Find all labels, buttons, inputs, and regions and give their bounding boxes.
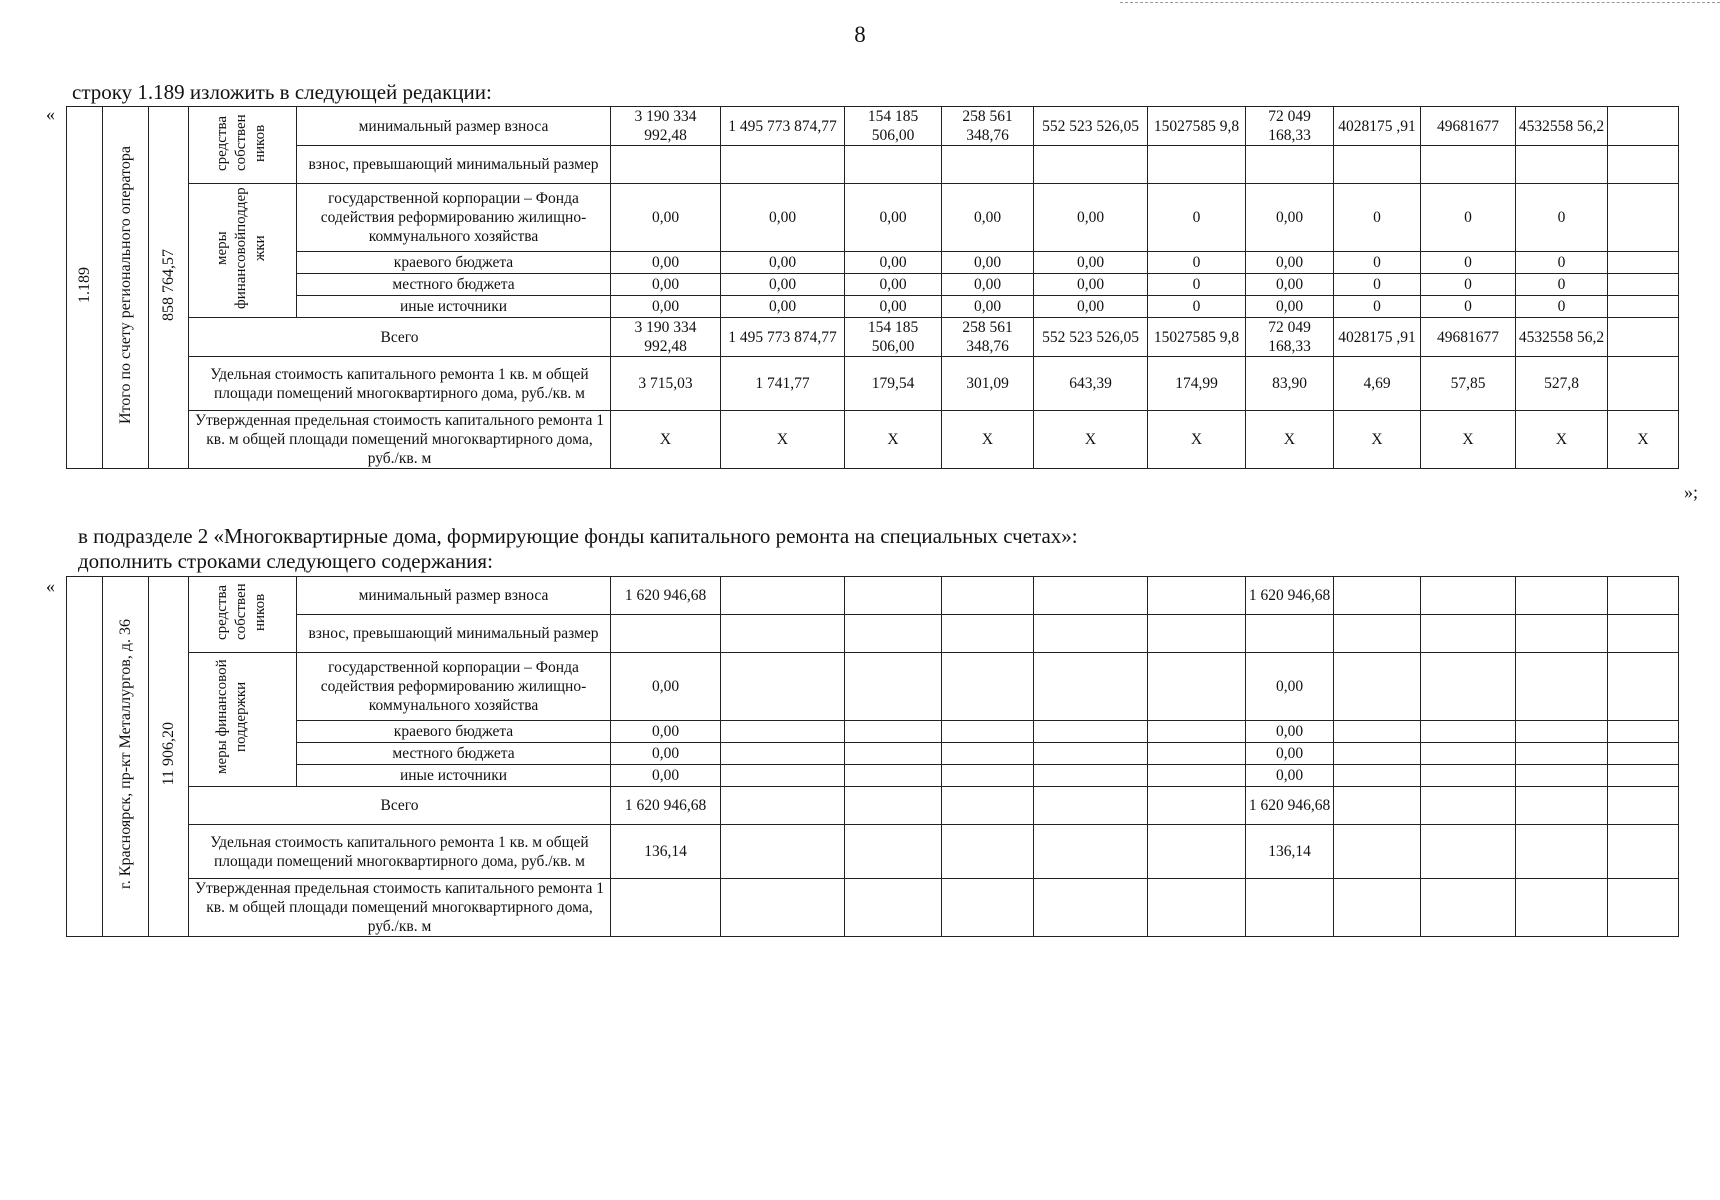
top-dashed-line xyxy=(1120,2,1720,3)
value-cell xyxy=(845,146,942,184)
row-label-regional: краевого бюджета xyxy=(297,721,611,743)
value-cell xyxy=(721,825,845,879)
value-cell xyxy=(1148,653,1246,721)
value-cell xyxy=(942,743,1034,765)
own-funds-group-cell xyxy=(189,577,297,653)
value-cell xyxy=(1608,787,1679,825)
value-cell: 0,00 xyxy=(611,296,721,318)
row-label-local: местного бюджета xyxy=(297,743,611,765)
value-cell: 0,00 xyxy=(611,252,721,274)
value-cell xyxy=(721,721,845,743)
value-cell xyxy=(1608,357,1679,411)
value-cell xyxy=(1148,743,1246,765)
value-cell: 0 xyxy=(1516,252,1608,274)
row-label-fund: государственной корпорации – Фонда содействия реформированию жилищно-коммунального хозяйства xyxy=(297,184,611,252)
value-cell xyxy=(1608,615,1679,653)
table-row xyxy=(67,357,1679,411)
value-cell xyxy=(942,653,1034,721)
own-funds-group-cell-text: средства собствен ников xyxy=(213,114,268,171)
value-cell xyxy=(721,146,845,184)
table-row xyxy=(67,825,1679,879)
value-cell xyxy=(1334,653,1421,721)
value-cell xyxy=(1421,721,1516,743)
value-cell xyxy=(1421,879,1516,937)
value-cell xyxy=(1034,879,1148,937)
value-cell: 0 xyxy=(1334,252,1421,274)
value-cell: Х xyxy=(1608,411,1679,469)
value-cell xyxy=(942,615,1034,653)
value-cell xyxy=(1421,765,1516,787)
value-cell: 15027585 9,8 xyxy=(1148,107,1246,146)
value-cell xyxy=(1148,825,1246,879)
row-label-total: Всего xyxy=(189,787,611,825)
row-label-other: иные источники xyxy=(297,765,611,787)
value-cell: 1 741,77 xyxy=(721,357,845,411)
value-cell: 0 xyxy=(1148,184,1246,252)
value-cell xyxy=(1516,743,1608,765)
value-cell xyxy=(1608,577,1679,615)
value-cell xyxy=(1608,296,1679,318)
table-row xyxy=(67,274,1679,296)
value-cell: 57,85 xyxy=(1421,357,1516,411)
own-funds-group-cell-text: средства собствен ников xyxy=(213,583,268,641)
value-cell xyxy=(1034,787,1148,825)
close-quote: »; xyxy=(1684,482,1699,502)
value-cell xyxy=(1608,765,1679,787)
value-cell: 0,00 xyxy=(942,296,1034,318)
value-cell xyxy=(1246,615,1334,653)
value-cell: 0,00 xyxy=(1246,184,1334,252)
table-row xyxy=(67,318,1679,357)
value-cell: 179,54 xyxy=(845,357,942,411)
value-cell: 0,00 xyxy=(1246,274,1334,296)
page-number: 8 xyxy=(854,22,866,47)
value-cell: 0,00 xyxy=(611,765,721,787)
value-cell xyxy=(845,879,942,937)
value-cell: 0,00 xyxy=(1246,296,1334,318)
row-label-other: иные источники xyxy=(297,296,611,318)
value-cell xyxy=(1608,184,1679,252)
value-cell xyxy=(845,743,942,765)
row-number-cell xyxy=(67,107,103,469)
value-cell xyxy=(942,879,1034,937)
value-cell xyxy=(1148,577,1246,615)
area-cell xyxy=(149,107,189,469)
table-row xyxy=(67,184,1679,252)
value-cell xyxy=(1334,765,1421,787)
value-cell: 4,69 xyxy=(1334,357,1421,411)
table-row xyxy=(67,743,1679,765)
value-cell: 258 561 348,76 xyxy=(942,107,1034,146)
value-cell xyxy=(845,577,942,615)
value-cell: 0,00 xyxy=(1034,274,1148,296)
value-cell xyxy=(942,577,1034,615)
value-cell: 0,00 xyxy=(611,721,721,743)
area-cell xyxy=(149,577,189,937)
value-cell: 0 xyxy=(1421,274,1516,296)
value-cell: 0,00 xyxy=(845,252,942,274)
table-row xyxy=(67,411,1679,469)
table-row xyxy=(67,765,1679,787)
value-cell xyxy=(721,879,845,937)
value-cell xyxy=(1421,653,1516,721)
value-cell xyxy=(942,787,1034,825)
row-label-local: местного бюджета xyxy=(297,274,611,296)
value-cell xyxy=(1334,825,1421,879)
value-cell xyxy=(1608,318,1679,357)
value-cell xyxy=(1516,765,1608,787)
value-cell xyxy=(611,146,721,184)
area-cell-text: 11 906,20 xyxy=(160,722,177,786)
value-cell: 0,00 xyxy=(1034,296,1148,318)
value-cell xyxy=(1148,146,1246,184)
value-cell: 174,99 xyxy=(1148,357,1246,411)
value-cell xyxy=(1148,879,1246,937)
value-cell: 0,00 xyxy=(611,653,721,721)
value-cell xyxy=(1608,653,1679,721)
value-cell xyxy=(1148,787,1246,825)
value-cell xyxy=(942,721,1034,743)
value-cell xyxy=(1421,146,1516,184)
value-cell xyxy=(611,615,721,653)
value-cell: 15027585 9,8 xyxy=(1148,318,1246,357)
support-group-cell xyxy=(189,184,297,318)
value-cell: 0,00 xyxy=(611,274,721,296)
value-cell xyxy=(1608,274,1679,296)
value-cell: 552 523 526,05 xyxy=(1034,318,1148,357)
value-cell: Х xyxy=(942,411,1034,469)
value-cell xyxy=(1034,653,1148,721)
value-cell: 0 xyxy=(1148,296,1246,318)
value-cell xyxy=(1334,787,1421,825)
value-cell xyxy=(1608,107,1679,146)
value-cell: 0 xyxy=(1334,184,1421,252)
value-cell: 0 xyxy=(1421,296,1516,318)
value-cell: 643,39 xyxy=(1034,357,1148,411)
value-cell: 0 xyxy=(1148,252,1246,274)
value-cell xyxy=(1516,787,1608,825)
value-cell: 136,14 xyxy=(611,825,721,879)
value-cell xyxy=(845,653,942,721)
table-row xyxy=(67,146,1679,184)
table-row xyxy=(67,252,1679,274)
value-cell xyxy=(1148,615,1246,653)
value-cell xyxy=(1608,743,1679,765)
value-cell: 1 620 946,68 xyxy=(1246,787,1334,825)
value-cell: 0,00 xyxy=(845,184,942,252)
object-name-cell-text: Итого по счету регионального оператора xyxy=(117,145,134,425)
row-label-total: Всего xyxy=(189,318,611,357)
value-cell: 258 561 348,76 xyxy=(942,318,1034,357)
value-cell xyxy=(845,721,942,743)
table-row xyxy=(67,787,1679,825)
value-cell xyxy=(1148,721,1246,743)
value-cell: 0,00 xyxy=(721,274,845,296)
value-cell xyxy=(1608,252,1679,274)
value-cell xyxy=(611,879,721,937)
intro-line-3: дополнить строками следующего содержания: xyxy=(78,549,493,573)
value-cell xyxy=(942,825,1034,879)
value-cell xyxy=(1516,577,1608,615)
value-cell xyxy=(1421,743,1516,765)
row-number-cell-text: 1.189 xyxy=(76,267,93,303)
open-quote-1: « xyxy=(46,104,55,124)
table-row xyxy=(67,296,1679,318)
value-cell xyxy=(1034,743,1148,765)
value-cell: 0,00 xyxy=(942,274,1034,296)
intro-line-2: в подразделе 2 «Многоквартирные дома, формирующие фонды капитального ремонта на специальных счетах»: xyxy=(78,524,1078,548)
value-cell: Х xyxy=(721,411,845,469)
value-cell xyxy=(1516,653,1608,721)
value-cell xyxy=(1246,146,1334,184)
row-label-unit-cost: Удельная стоимость капитального ремонта 1 кв. м общей площади помещений многоквартирного дома, руб./кв. м xyxy=(189,825,611,879)
value-cell xyxy=(942,765,1034,787)
value-cell xyxy=(1034,765,1148,787)
support-group-cell-text: меры финансовой поддержки xyxy=(213,659,249,775)
value-cell xyxy=(845,825,942,879)
value-cell: 0,00 xyxy=(1246,743,1334,765)
table-row xyxy=(67,615,1679,653)
value-cell: Х xyxy=(1148,411,1246,469)
value-cell xyxy=(1334,721,1421,743)
value-cell xyxy=(721,743,845,765)
value-cell xyxy=(1608,825,1679,879)
value-cell: Х xyxy=(845,411,942,469)
value-cell: Х xyxy=(1034,411,1148,469)
value-cell: 0,00 xyxy=(1034,252,1148,274)
row-label-limit-cost: Утвержденная предельная стоимость капитального ремонта 1 кв. м общей площади помещений многоквартирного дома, руб./кв. м xyxy=(189,411,611,469)
value-cell: 83,90 xyxy=(1246,357,1334,411)
object-name-cell-text: г. Красноярск, пр-кт Металлургов, д. 36 xyxy=(117,619,134,889)
area-cell-text: 858 764,57 xyxy=(160,249,177,321)
value-cell: 0 xyxy=(1334,274,1421,296)
table-row-1189 xyxy=(66,106,1679,469)
value-cell: 3 715,03 xyxy=(611,357,721,411)
value-cell xyxy=(1334,615,1421,653)
value-cell: 0,00 xyxy=(845,274,942,296)
value-cell xyxy=(1421,787,1516,825)
value-cell: 0,00 xyxy=(1034,184,1148,252)
value-cell: 0 xyxy=(1421,252,1516,274)
row-label-regional: краевого бюджета xyxy=(297,252,611,274)
row-label-min-fee: минимальный размер взноса xyxy=(297,107,611,146)
value-cell: 154 185 506,00 xyxy=(845,107,942,146)
value-cell: 154 185 506,00 xyxy=(845,318,942,357)
value-cell xyxy=(1516,615,1608,653)
value-cell: Х xyxy=(1516,411,1608,469)
value-cell: 4028175 ,91 xyxy=(1334,107,1421,146)
value-cell xyxy=(1421,825,1516,879)
value-cell: 1 620 946,68 xyxy=(1246,577,1334,615)
value-cell: 0 xyxy=(1334,296,1421,318)
value-cell: 3 190 334 992,48 xyxy=(611,107,721,146)
value-cell: 301,09 xyxy=(942,357,1034,411)
value-cell: 72 049 168,33 xyxy=(1246,318,1334,357)
value-cell: 0,00 xyxy=(611,184,721,252)
value-cell: 0 xyxy=(1516,296,1608,318)
value-cell xyxy=(1034,615,1148,653)
value-cell: 0,00 xyxy=(721,296,845,318)
value-cell: 1 620 946,68 xyxy=(611,577,721,615)
value-cell xyxy=(1516,879,1608,937)
value-cell xyxy=(1334,146,1421,184)
row-label-fund: государственной корпорации – Фонда содействия реформированию жилищно-коммунального хозяйства xyxy=(297,653,611,721)
value-cell: 0,00 xyxy=(721,252,845,274)
value-cell xyxy=(1516,825,1608,879)
value-cell: 0,00 xyxy=(845,296,942,318)
value-cell: 0,00 xyxy=(942,184,1034,252)
row-label-over-fee: взнос, превышающий минимальный размер xyxy=(297,146,611,184)
support-group-cell xyxy=(189,653,297,787)
value-cell xyxy=(845,787,942,825)
value-cell: Х xyxy=(1334,411,1421,469)
value-cell xyxy=(1608,879,1679,937)
table-row xyxy=(67,653,1679,721)
value-cell: 4028175 ,91 xyxy=(1334,318,1421,357)
row-number-cell xyxy=(67,577,103,937)
object-name-cell xyxy=(103,107,149,469)
value-cell xyxy=(1608,146,1679,184)
value-cell xyxy=(1334,879,1421,937)
value-cell: 3 190 334 992,48 xyxy=(611,318,721,357)
table-row xyxy=(67,577,1679,615)
value-cell xyxy=(1421,577,1516,615)
value-cell xyxy=(1034,146,1148,184)
value-cell xyxy=(1034,825,1148,879)
value-cell xyxy=(1516,721,1608,743)
value-cell: 0 xyxy=(1516,184,1608,252)
value-cell: 49681677 xyxy=(1421,107,1516,146)
value-cell xyxy=(1034,577,1148,615)
value-cell xyxy=(845,765,942,787)
value-cell: Х xyxy=(611,411,721,469)
object-name-cell xyxy=(103,577,149,937)
value-cell: 1 495 773 874,77 xyxy=(721,107,845,146)
value-cell xyxy=(1148,765,1246,787)
table-row xyxy=(67,879,1679,937)
value-cell xyxy=(721,765,845,787)
value-cell: 72 049 168,33 xyxy=(1246,107,1334,146)
value-cell: 0,00 xyxy=(1246,721,1334,743)
value-cell: Х xyxy=(1246,411,1334,469)
value-cell xyxy=(1246,879,1334,937)
value-cell: Х xyxy=(1421,411,1516,469)
table-row xyxy=(67,721,1679,743)
value-cell: 136,14 xyxy=(1246,825,1334,879)
value-cell xyxy=(721,615,845,653)
value-cell xyxy=(721,653,845,721)
own-funds-group-cell xyxy=(189,107,297,184)
value-cell xyxy=(1334,743,1421,765)
intro-line-1: строку 1.189 изложить в следующей редакции: xyxy=(72,80,492,104)
value-cell xyxy=(845,615,942,653)
value-cell: 0 xyxy=(1421,184,1516,252)
value-cell: 0,00 xyxy=(1246,653,1334,721)
row-label-limit-cost: Утвержденная предельная стоимость капитального ремонта 1 кв. м общей площади помещений многоквартирного дома, руб./кв. м xyxy=(189,879,611,937)
value-cell xyxy=(942,146,1034,184)
value-cell xyxy=(1334,577,1421,615)
value-cell xyxy=(1608,721,1679,743)
value-cell: 0,00 xyxy=(942,252,1034,274)
value-cell: 1 620 946,68 xyxy=(611,787,721,825)
value-cell xyxy=(721,577,845,615)
value-cell: 0,00 xyxy=(1246,252,1334,274)
value-cell xyxy=(1516,146,1608,184)
value-cell: 1 495 773 874,77 xyxy=(721,318,845,357)
value-cell: 0 xyxy=(1148,274,1246,296)
value-cell: 0,00 xyxy=(721,184,845,252)
value-cell: 4532558 56,2 xyxy=(1516,318,1608,357)
value-cell xyxy=(1034,721,1148,743)
value-cell: 0 xyxy=(1516,274,1608,296)
value-cell: 49681677 xyxy=(1421,318,1516,357)
open-quote-2: « xyxy=(46,576,55,596)
value-cell: 0,00 xyxy=(1246,765,1334,787)
row-label-unit-cost: Удельная стоимость капитального ремонта 1 кв. м общей площади помещений многоквартирного дома, руб./кв. м xyxy=(189,357,611,411)
support-group-cell-text: меры финансовойподдер жки xyxy=(213,187,268,309)
row-label-over-fee: взнос, превышающий минимальный размер xyxy=(297,615,611,653)
table-metallurgov-36 xyxy=(66,576,1679,937)
value-cell xyxy=(1421,615,1516,653)
value-cell: 527,8 xyxy=(1516,357,1608,411)
value-cell: 4532558 56,2 xyxy=(1516,107,1608,146)
value-cell: 0,00 xyxy=(611,743,721,765)
value-cell: 552 523 526,05 xyxy=(1034,107,1148,146)
value-cell xyxy=(721,787,845,825)
row-label-min-fee: минимальный размер взноса xyxy=(297,577,611,615)
table-row xyxy=(67,107,1679,146)
